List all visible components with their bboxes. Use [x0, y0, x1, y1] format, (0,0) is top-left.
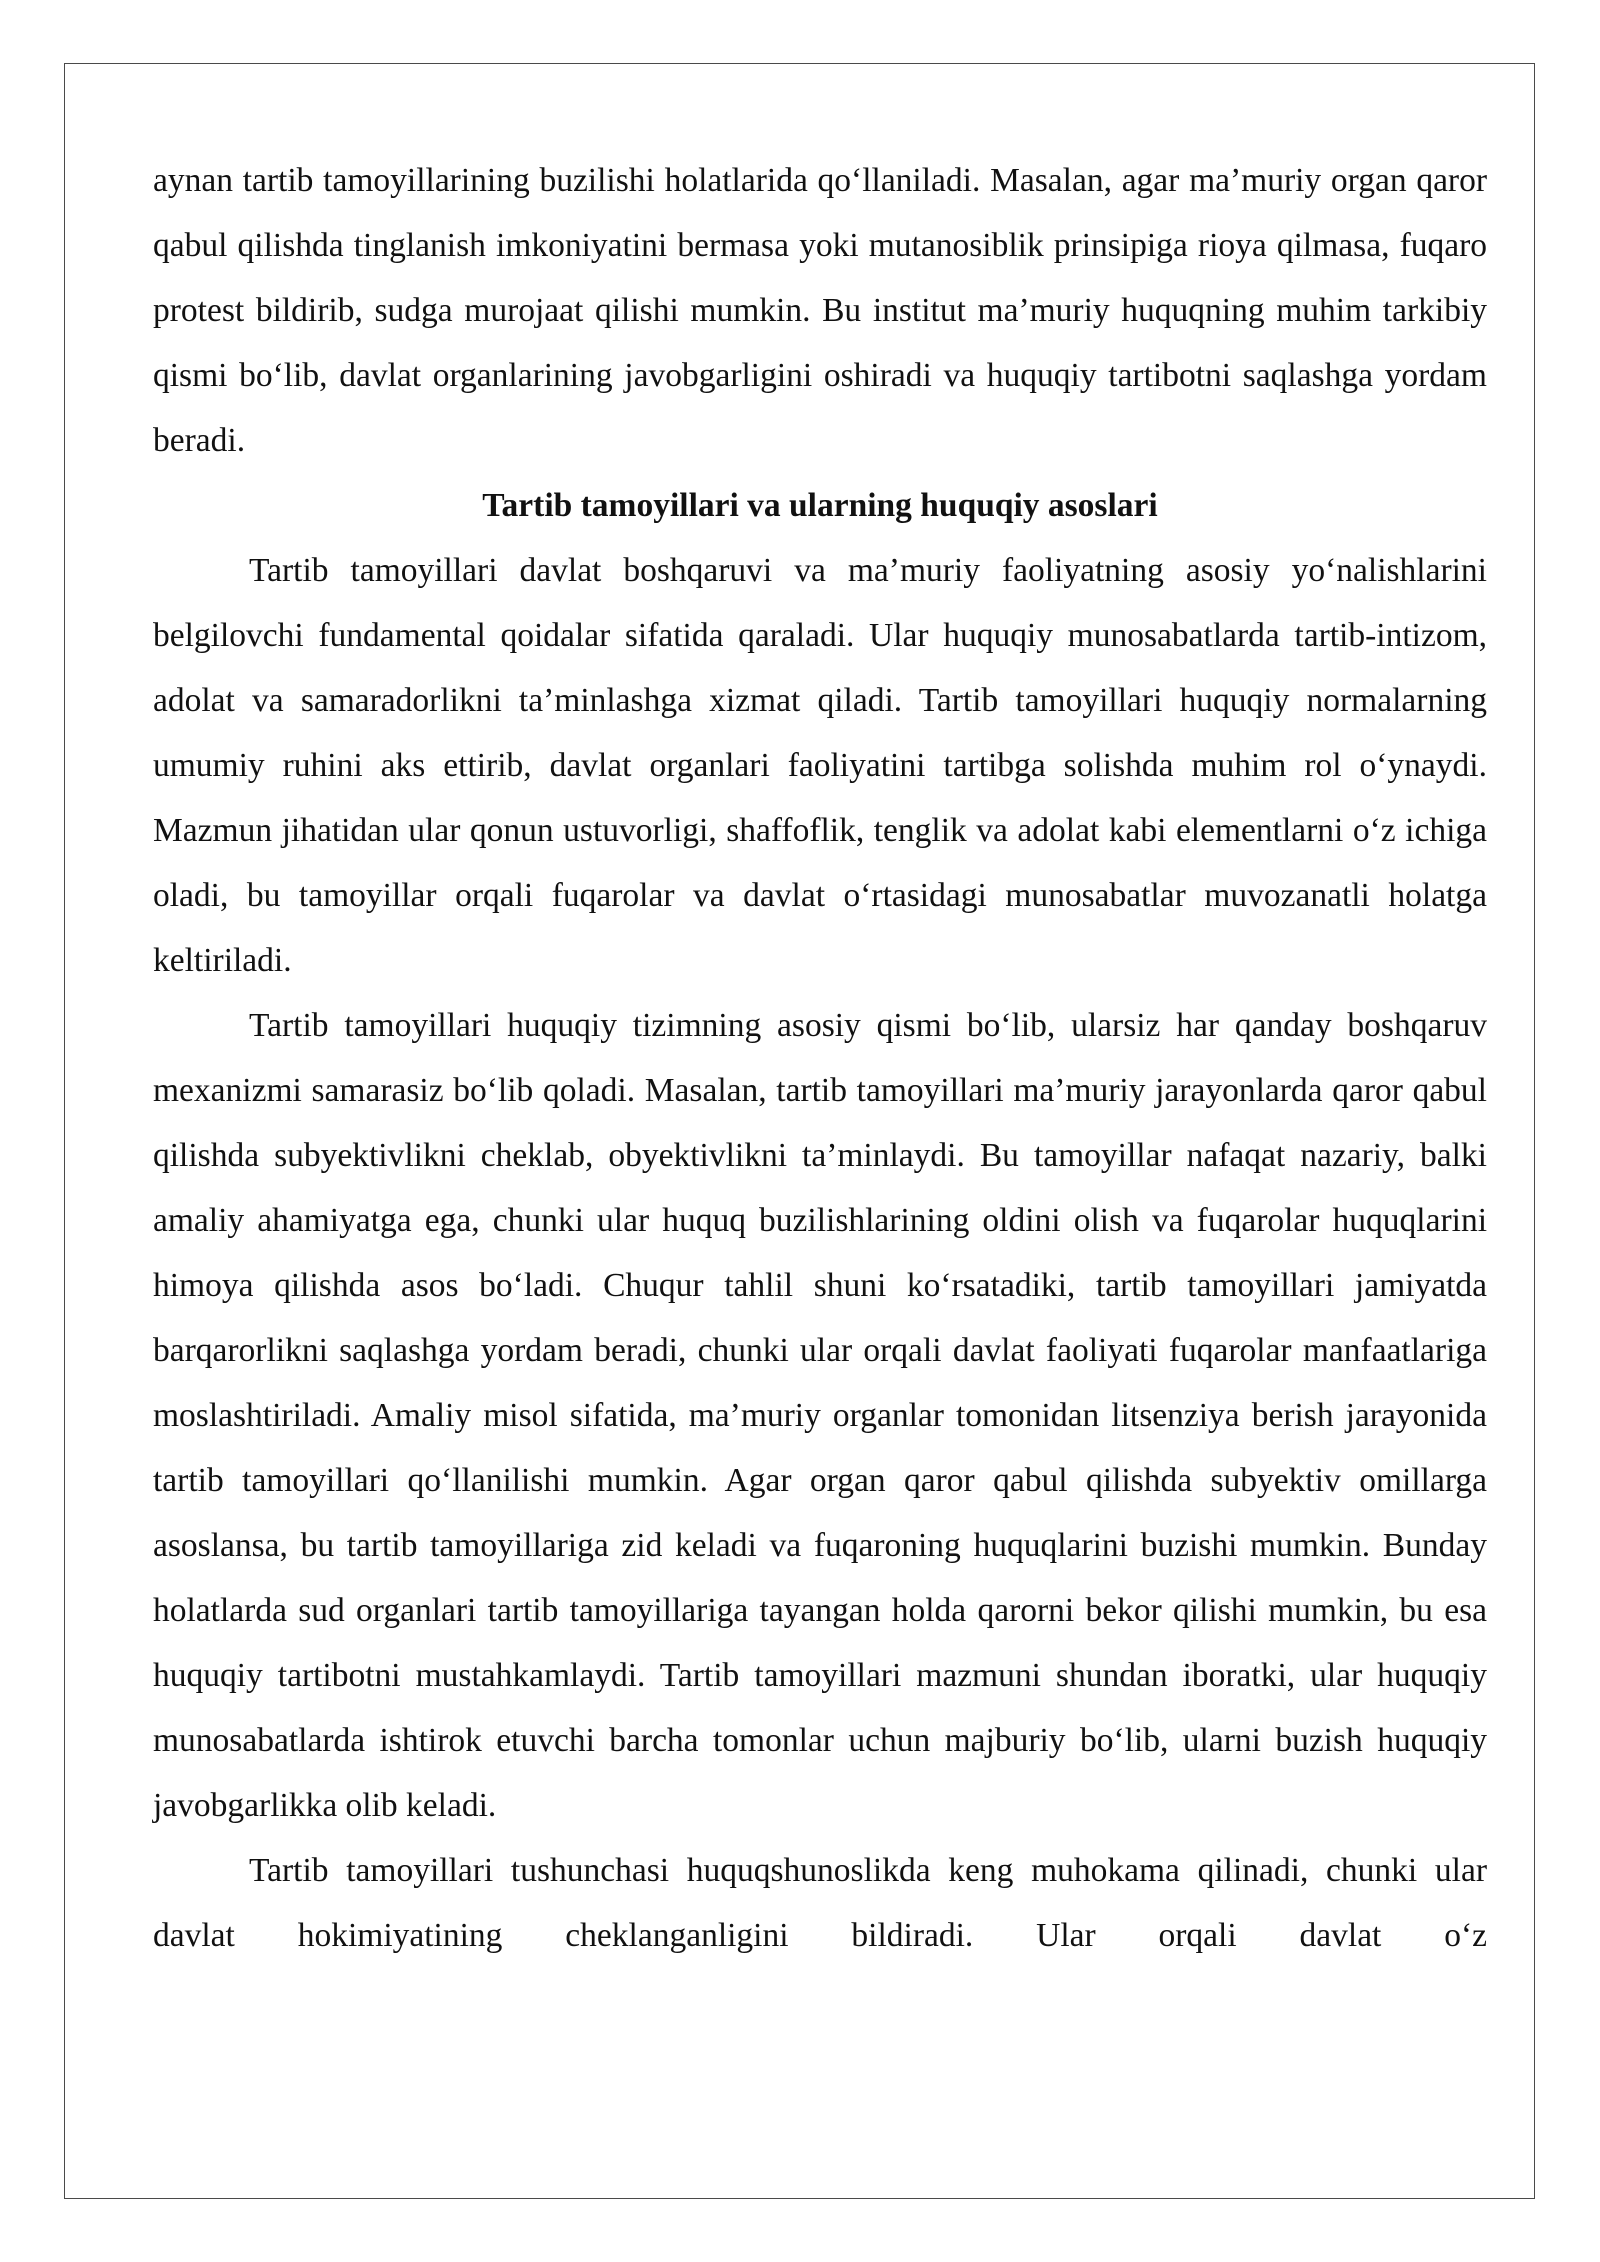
- paragraph: Tartib tamoyillari huquqiy tizimning asosiy qismi bo‘lib, ularsiz har qanday boshqaruv mexanizmi samarasiz bo‘lib qoladi. Masalan, tartib tamoyillari ma’muriy jarayonlarda qaror qabul qilishda subyektivlikni cheklab, obyektivlikni ta’minlaydi. Bu tamoyillar nafaqat nazariy, balki amaliy ahamiyatga ega, chunki ular huquq buzilishlarining oldini olish va fuqarolar huquqlarini himoya qilishda asos bo‘ladi. Chuqur tahlil shuni ko‘rsatadiki, tartib tamoyillari jamiyatda barqarorlikni saqlashga yordam beradi, chunki ular orqali davlat faoliyati fuqarolar manfaatlariga moslashtiriladi. Amaliy misol sifatida, ma’muriy organlar tomonidan litsenziya berish jarayonida tartib tamoyillari qo‘llanilishi mumkin. Agar organ qaror qabul qilishda subyektiv omillarga asoslansa, bu tartib tamoyillariga zid keladi va fuqaroning huquqlarini buzishi mumkin. Bunday holatlarda sud organlari tartib tamoyillariga tayangan holda qarorni bekor qilishi mumkin, bu esa huquqiy tartibotni mustahkamlaydi. Tartib tamoyillari mazmuni shundan iboratki, ular huquqiy munosabatlarda ishtirok etuvchi barcha tomonlar uchun majburiy bo‘lib, ularni buzish huquqiy javobgarlikka olib keladi.: [153, 1007, 1487, 1824]
- paragraph: Tartib tamoyillari davlat boshqaruvi va ma’muriy faoliyatning asosiy yo‘nalishlarini belgilovchi fundamental qoidalar sifatida qaraladi. Ular huquqiy munosabatlarda tartib-intizom, adolat va samaradorlikni ta’minlashga xizmat qiladi. Tartib tamoyillari huquqiy normalarning umumiy ruhini aks ettirib, davlat organlari faoliyatini tartibga solishda muhim rol o‘ynaydi. Mazmun jihatidan ular qonun ustuvorligi, shaffoflik, tenglik va adolat kabi elementlarni o‘z ichiga oladi, bu tamoyillar orqali fuqarolar va davlat o‘rtasidagi munosabatlar muvozanatli holatga keltiriladi.: [153, 552, 1487, 979]
- section-heading: Tartib tamoyillari va ularning huquqiy asoslari: [482, 487, 1158, 524]
- paragraph: Tartib tamoyillari tushunchasi huquqshunoslikda keng muhokama qilinadi, chunki ular davlat hokimiyatining cheklanganligini bildiradi. Ular orqali davlat o‘z: [153, 1852, 1487, 1954]
- document-body: [153, 148, 1487, 1968]
- paragraph-continued: aynan tartib tamoyillarining buzilishi holatlarida qo‘llaniladi. Masalan, agar ma’muriy organ qaror qabul qilishda tinglanish imkoniyatini bermasa yoki mutanosiblik prinsipiga rioya qilmasa, fuqaro protest bildirib, sudga murojaat qilishi mumkin. Bu institut ma’muriy huquqning muhim tarkibiy qismi bo‘lib, davlat organlarining javobgarligini oshiradi va huquqiy tartibotni saqlashga yordam beradi.: [153, 162, 1487, 459]
